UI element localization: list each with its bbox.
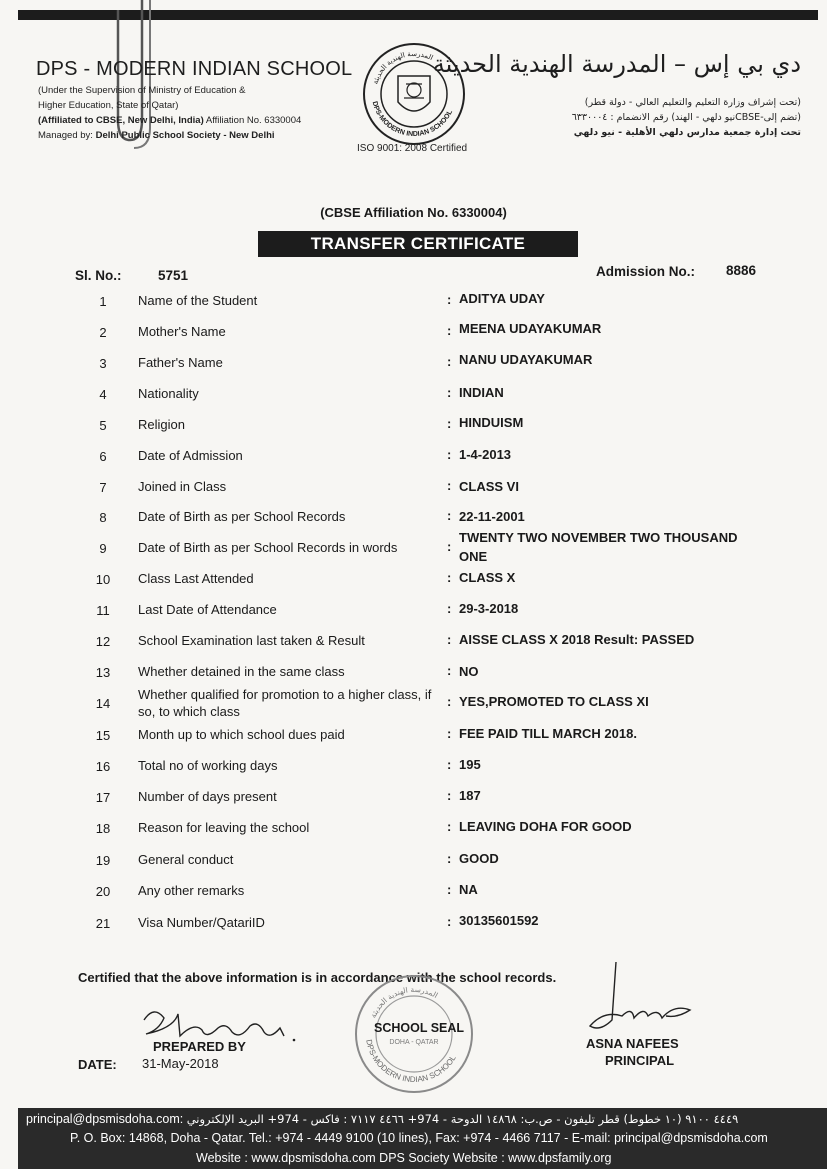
row-colon: : (447, 788, 452, 803)
row-colon: : (447, 323, 452, 338)
row-label: Whether qualified for promotion to a higher class, if so, to which class (138, 687, 432, 719)
row-colon: : (447, 819, 452, 834)
row-value: 30135601592 (459, 913, 539, 928)
row-label: Reason for leaving the school (138, 820, 310, 835)
managed-by-line (38, 128, 275, 143)
row-label: Any other remarks (138, 883, 245, 898)
row-label: Religion (138, 417, 185, 432)
row-value: NA (459, 882, 478, 897)
row-number: 18 (95, 821, 111, 836)
row-value: HINDUISM (459, 415, 524, 430)
seal-city: DOHA - QATAR (389, 1039, 439, 1046)
row-colon: : (447, 508, 452, 523)
school-seal-label: SCHOOL SEAL (374, 1021, 465, 1035)
row-number: 21 (95, 916, 111, 931)
row-label: Father's Name (138, 355, 223, 370)
row-value: 1-4-2013 (459, 447, 512, 462)
date-label: DATE: (78, 1057, 117, 1072)
cbse-affiliation-line: (CBSE Affiliation No. 6330004) (320, 205, 507, 220)
row-colon: : (447, 632, 452, 647)
row-colon: : (447, 694, 452, 709)
row-label: School Examination last taken & Result (138, 633, 365, 648)
row-colon: : (447, 914, 452, 929)
ar-affiliation-line: (تضم إلى-CBSEنيو دلهي - الهند) رقم الانضمام : ٦٣٣٠٠٠٤ (571, 112, 801, 123)
row-value: NANU UDAYAKUMAR (459, 352, 593, 367)
seal-ring-text: DPS-MODERN INDIAN SCHOOL (364, 1038, 458, 1085)
school-name-en: DPS - MODERN INDIAN SCHOOL (36, 58, 353, 80)
row-value: INDIAN (459, 385, 504, 400)
ar-managed-by-line: تحت إدارة جمعية مدارس دلهي الأهلية - نيو دلهي (573, 127, 801, 138)
row-value: CLASS VI (459, 479, 519, 494)
row-number: 13 (95, 665, 111, 680)
row-value: 22-11-2001 (459, 509, 525, 524)
admission-number-value: 8886 (726, 263, 757, 278)
principal-signature (582, 960, 702, 1040)
footer-contact-band (18, 1108, 827, 1169)
row-colon: : (447, 757, 452, 772)
footer-line-1 (26, 1112, 738, 1126)
prepared-by-label: PREPARED BY (153, 1039, 246, 1054)
row-label: Month up to which school dues paid (138, 727, 345, 742)
iso-certification: ISO 9001: 2008 Certified (357, 143, 468, 154)
emblem-bottom-text: DPS-MODERN INDIAN SCHOOL (370, 100, 455, 139)
principal-name: ASNA NAFEES (586, 1036, 679, 1051)
row-colon: : (447, 447, 452, 462)
row-number: 15 (95, 728, 111, 743)
footer-arabic-contact: البريد الإلكتروني ‎+974 - ٤٤٦٦ ٧١١٧ : فاكس ‎+974 - ٤٤٤٩ ٩١٠٠ (١٠ خطوط) قطر تليفون - ص.ب: ١٤٨٦٨ الدوحة (186, 1112, 739, 1126)
managed-by-society: Delhi Public School Society - New Delhi (95, 130, 275, 141)
row-value: 187 (459, 788, 481, 803)
supervision-line-2: Higher Education, State of Qatar) (38, 100, 179, 111)
row-colon: : (447, 292, 452, 307)
row-value: TWENTY TWO NOVEMBER TWO THOUSAND ONE (459, 530, 738, 564)
row-number: 2 (99, 325, 107, 340)
row-label: Visa Number/QatariID (138, 915, 265, 930)
seal-ring-ar: المدرسة الهندية الحديثة (368, 984, 440, 1020)
footer-line-2: P. O. Box: 14868, Doha - Qatar. Tel.: +974 - 4449 9100 (10 lines), Fax: +974 - 4466 7117 - E-mail: principal@dpsmisdoha.com (70, 1131, 768, 1145)
row-label: Date of Birth as per School Records (138, 509, 346, 524)
row-number: 9 (99, 541, 107, 556)
serial-number-label: Sl. No.: (75, 268, 122, 283)
row-value: 195 (459, 757, 481, 772)
date-value: 31-May-2018 (142, 1056, 219, 1071)
row-number: 3 (99, 356, 107, 371)
row-label: Last Date of Attendance (138, 602, 277, 617)
svg-text:المدرسة الهندية الحديثة (369, 985, 440, 1020)
row-value: 29-3-2018 (459, 601, 519, 616)
row-number: 16 (95, 759, 111, 774)
row-label: Whether detained in the same class (138, 664, 345, 679)
footer-email-prefix: principal@dpsmisdoha.com: (26, 1112, 184, 1126)
row-label: Total no of working days (138, 758, 278, 773)
row-colon: : (447, 851, 452, 866)
row-colon: : (447, 726, 452, 741)
row-value: AISSE CLASS X 2018 Result: PASSED (459, 632, 695, 647)
row-colon: : (447, 663, 452, 678)
admission-number-label: Admission No.: (596, 264, 696, 279)
row-value: YES,PROMOTED TO CLASS XI (459, 694, 649, 709)
row-label: Date of Admission (138, 448, 243, 463)
row-value: NO (459, 664, 479, 679)
row-number: 1 (99, 294, 107, 309)
school-name-ar: دي بي إس – المدرسة الهندية الحديثة (432, 50, 801, 78)
row-number: 8 (99, 510, 107, 525)
row-value: GOOD (459, 851, 499, 866)
row-value: LEAVING DOHA FOR GOOD (459, 819, 632, 834)
row-value: ADITYA UDAY (459, 291, 545, 306)
row-colon: : (447, 539, 452, 554)
row-value: CLASS X (459, 570, 516, 585)
row-label: General conduct (138, 852, 234, 867)
row-number: 19 (95, 853, 111, 868)
row-number: 17 (95, 790, 111, 805)
serial-number-value: 5751 (158, 268, 189, 283)
certification-statement: Certified that the above information is in accordance with the school records. (78, 970, 557, 985)
row-colon: : (447, 416, 452, 431)
managed-by-prefix: Managed by: (38, 130, 93, 141)
row-label: Mother's Name (138, 324, 226, 339)
row-number: 10 (95, 572, 111, 587)
row-label: Class Last Attended (138, 571, 254, 586)
footer-line-3: Website : www.dpsmisdoha.com DPS Society Website : www.dpsfamily.org (196, 1151, 612, 1165)
ar-supervision-line: (تحت إشراف وزارة التعليم والتعليم العالي - دولة قطر) (584, 97, 801, 108)
row-label: Joined in Class (138, 479, 227, 494)
row-label: Nationality (138, 386, 199, 401)
row-number: 6 (99, 449, 107, 464)
row-number: 7 (99, 480, 107, 495)
row-colon: : (447, 882, 452, 897)
row-colon: : (447, 601, 452, 616)
row-colon: : (447, 385, 452, 400)
row-value: FEE PAID TILL MARCH 2018. (459, 726, 637, 741)
principal-title: PRINCIPAL (605, 1053, 675, 1068)
supervision-line-1: (Under the Supervision of Ministry of Education & (38, 85, 246, 96)
row-number: 20 (95, 884, 111, 899)
row-colon: : (447, 478, 452, 493)
affiliation-bold: (Affiliated to CBSE, New Delhi, India) (38, 115, 204, 126)
row-number: 11 (96, 603, 110, 618)
row-label: Name of the Student (138, 293, 258, 308)
certificate-title: TRANSFER CERTIFICATE (258, 231, 578, 257)
emblem-top-text: المدرسة الهندية الحديثة (371, 49, 435, 86)
row-colon: : (447, 354, 452, 369)
row-number: 14 (95, 696, 111, 711)
row-label: Date of Birth as per School Records in words (138, 540, 398, 555)
row-number: 4 (99, 387, 107, 402)
affiliation-number: Affiliation No. 6330004 (205, 115, 302, 126)
row-value: MEENA UDAYAKUMAR (459, 321, 602, 336)
row-number: 5 (99, 418, 107, 433)
row-number: 12 (95, 634, 111, 649)
row-colon: : (447, 570, 452, 585)
row-label: Number of days present (138, 789, 277, 804)
affiliation-line (38, 113, 301, 128)
